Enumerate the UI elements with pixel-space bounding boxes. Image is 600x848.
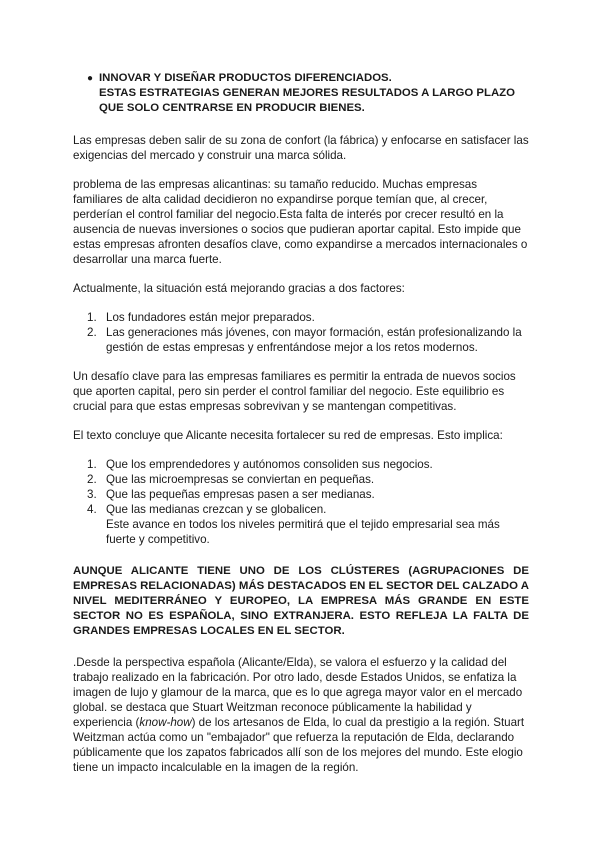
paragraph-5: El texto concluye que Alicante necesita fortalecer su red de empresas. Esto implica: bbox=[73, 429, 503, 442]
list-item-number: 3. bbox=[87, 488, 97, 501]
list-item-text-main: Que las medianas crezcan y se globalicen. bbox=[106, 503, 327, 516]
paragraph-6-before: .Desde la perspectiva española (Alicante/Elda), se valora el esfuerzo y la calidad del trabajo realizado en la fabricación. Por otro lado, desde Estados Unidos, se enfatiza la imagen de lujo y glamour de la marca, que es lo que agrega mayor valor en el mercado global. se destaca que Stuart Weitzman reconoce públicamente la habilidad y experiencia ( bbox=[73, 656, 523, 729]
list-item bbox=[73, 310, 529, 325]
bold-heading-paragraph: AUNQUE ALICANTE TIENE UNO DE LOS CLÚSTERES (AGRUPACIONES DE EMPRESAS RELACIONADAS) MÁS DESTACADOS EN EL SECTOR DEL CALZADO A NIVEL MEDITERRÁNEO Y EUROPEO, LA EMPRESA MÁS GRANDE EN ESTE SECTOR NO ES ESPAÑOLA, SINO EXTRANJERA. ESTO REFLEJA LA FALTA DE GRANDES EMPRESAS LOCALES EN EL SECTOR. bbox=[73, 565, 529, 637]
list-item-text: Los fundadores están mejor preparados. bbox=[106, 311, 315, 324]
paragraph-6-emphasis: know-how bbox=[139, 716, 192, 729]
list-item-text: Las generaciones más jóvenes, con mayor formación, están profesionalizando la gestión de estas empresas y enfrentándose mejor a los retos modernos. bbox=[106, 326, 522, 354]
bullet-line-3: QUE SOLO CENTRARSE EN PRODUCIR BIENES. bbox=[99, 102, 365, 114]
paragraph-1: Las empresas deben salir de su zona de confort (la fábrica) y enfocarse en satisfacer las exigencias del mercado y construir una marca sólida. bbox=[73, 134, 529, 162]
paragraph-3: Actualmente, la situación está mejorando gracias a dos factores: bbox=[73, 282, 405, 295]
list-followup-text: Este avance en todos los niveles permitirá que el tejido empresarial sea más fuerte y competitivo. bbox=[106, 518, 500, 546]
paragraph-2: problema de las empresas alicantinas: su tamaño reducido. Muchas empresas familiares de alta calidad decidieron no expandirse porque temían que, al crecer, perderían el control familiar del negocio.Esta falta de interés por crecer resultó en la ausencia de nuevas inversiones o socios que pudieran aportar capital. Esto impide que estas empresas afronten desafíos clave, como expandirse a mercados internacionales o desarrollar una marca fuerte. bbox=[73, 178, 528, 266]
paragraph-4: Un desafío clave para las empresas familiares es permitir la entrada de nuevos socios que aporten capital, pero sin perder el control familiar del negocio. Este equilibrio es crucial para que estas empresas sobrevivan y se mantengan competitivas. bbox=[73, 370, 516, 413]
list-item-text: Que las microempresas se conviertan en pequeñas. bbox=[106, 473, 375, 486]
bullet-dot-icon: ● bbox=[87, 73, 94, 84]
list-item-text: Que las pequeñas empresas pasen a ser medianas. bbox=[106, 488, 375, 501]
bullet-line-1: INNOVAR Y DISEÑAR PRODUCTOS DIFERENCIADOS. bbox=[99, 72, 392, 84]
bullet-text bbox=[99, 71, 515, 116]
implications-list bbox=[73, 457, 529, 547]
bullet-item bbox=[73, 71, 529, 116]
list-item bbox=[73, 472, 529, 487]
list-item-number: 2. bbox=[87, 326, 97, 339]
list-item-text: Que los emprendedores y autónomos consoliden sus negocios. bbox=[106, 458, 433, 471]
list-item-number: 2. bbox=[87, 473, 97, 486]
list-item bbox=[73, 325, 529, 355]
list-item-number: 1. bbox=[87, 458, 97, 471]
list-item bbox=[73, 457, 529, 472]
bullet-line-2: ESTAS ESTRATEGIAS GENERAN MEJORES RESULTADOS A LARGO PLAZO bbox=[99, 87, 515, 99]
list-item-number: 4. bbox=[87, 503, 97, 516]
list-item bbox=[73, 487, 529, 502]
paragraph-6 bbox=[73, 655, 529, 775]
list-item-number: 1. bbox=[87, 311, 97, 324]
paragraph-6-after: ) de los artesanos de Elda, lo cual da prestigio a la región. Stuart Weitzman actúa como un "embajador" que refuerza la reputación de Elda, declarando públicamente que los zapatos fabricados allí son de los mejores del mundo. Este elogio tiene un impacto incalculable en la imagen de la región. bbox=[73, 716, 525, 774]
document-content bbox=[73, 71, 529, 775]
list-item-text bbox=[106, 502, 529, 547]
list-item bbox=[73, 502, 529, 547]
factors-list bbox=[73, 310, 529, 355]
